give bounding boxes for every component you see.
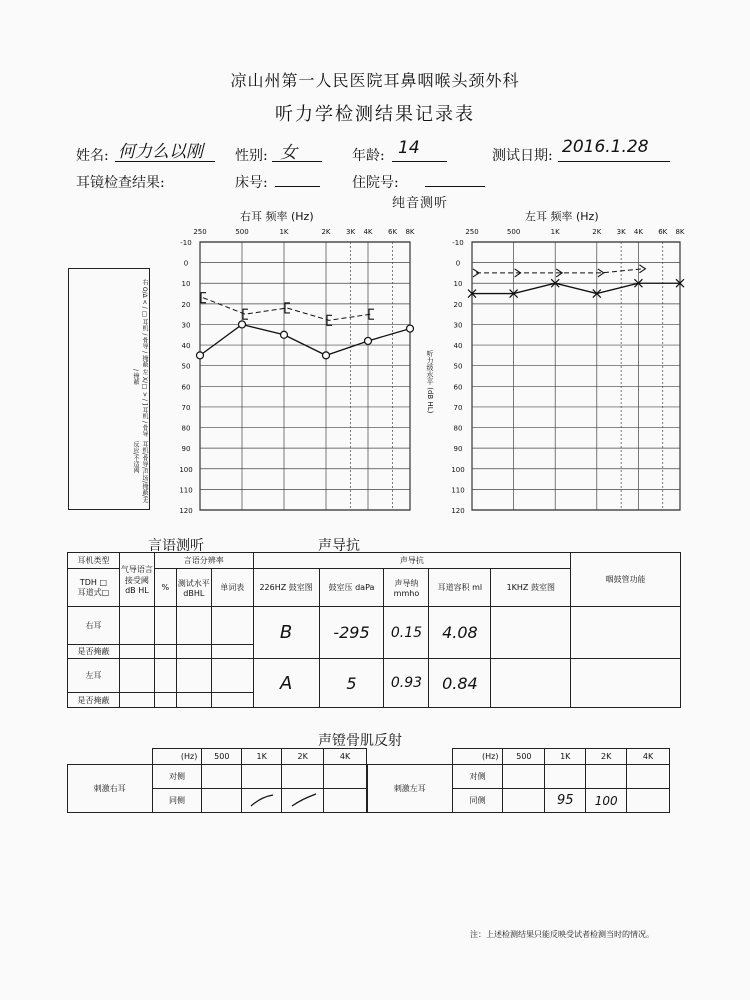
left-freq-label: 3K (616, 228, 626, 236)
right-audiogram (179, 228, 415, 515)
discrim-label: 言语分辨率 (154, 553, 253, 569)
form-title: 听力学检测结果记录表 (275, 104, 475, 125)
left-audiogram (451, 228, 685, 515)
reflex-right-freq-2k: 2K (282, 749, 324, 765)
left-db-label: 100 (451, 465, 465, 474)
reflex-right-ipsi-2k-mark[interactable] (282, 789, 324, 813)
left-db-label: 60 (453, 383, 463, 392)
pta-title: 纯音测听 (392, 196, 449, 211)
left-db-label: 50 (453, 362, 463, 371)
date-label: 测试日期: (492, 148, 553, 164)
right-volume[interactable]: 4.08 (429, 607, 491, 659)
right-db-label: 50 (181, 362, 191, 371)
left-db-label: 70 (453, 403, 463, 412)
right-admittance[interactable]: 0.15 (384, 607, 429, 659)
reflex-right-table (67, 748, 367, 813)
left-db-label: -10 (452, 239, 464, 247)
right-db-label: 90 (181, 445, 191, 454)
left-freq-label: 8K (675, 228, 685, 236)
left-db-label: 40 (453, 342, 463, 351)
right-freq-label: 3K (346, 228, 356, 236)
reflex-right-freq-1k: 1K (242, 749, 282, 765)
reflex-title: 声镫骨肌反射 (318, 733, 402, 749)
age-label: 年龄: (352, 148, 385, 164)
right-freq-label: 8K (405, 228, 415, 236)
reflex-right-ipsi: 同侧 (152, 789, 202, 813)
percent-label: % (154, 569, 176, 607)
left-freq-label: 500 (506, 228, 521, 236)
tymp1k-label: 1KHZ 鼓室图 (491, 569, 571, 607)
sex-value[interactable]: 女 (280, 143, 297, 163)
inpatient-label: 住院号: (352, 175, 399, 191)
left-db-label: 20 (453, 300, 463, 309)
name-label: 姓名: (76, 148, 109, 164)
name-value[interactable]: 何力么以刚 (118, 142, 203, 162)
speech-right-masking: 是否掩蔽 (68, 645, 120, 659)
reflex-left-ipsi-1k[interactable]: 95 (545, 789, 586, 813)
test-level-label: 测试水平 dBHL (176, 569, 211, 607)
right-air-point (365, 337, 372, 344)
earphone-type-label: 耳机类型 (68, 553, 120, 569)
right-air-line (200, 324, 410, 355)
right-grid-frame (200, 242, 410, 510)
right-ear-title: 右耳 频率 (Hz) (240, 210, 314, 223)
speech-immittance-table (67, 552, 681, 708)
reflex-left-freq-2k: 2K (586, 749, 627, 765)
otoscope-label: 耳镜检查结果: (76, 175, 165, 191)
left-db-label: 110 (451, 486, 465, 495)
left-freq-label: 1K (550, 228, 560, 236)
left-freq-label: 2K (592, 228, 602, 236)
left-grid-frame (472, 242, 680, 510)
sex-label: 性别: (235, 148, 268, 164)
right-air-point (323, 352, 330, 359)
legend-left: 左 X/□ > / ] 耳机 / 骨导 / 掩蔽 (132, 369, 148, 437)
left-tymp-type[interactable]: A (253, 659, 319, 708)
right-freq-label: 1K (279, 228, 289, 236)
stim-right-label: 刺激右耳 (68, 765, 153, 813)
right-air-point (281, 331, 288, 338)
right-db-label: -10 (180, 239, 192, 247)
reflex-right-ipsi-1k-mark[interactable] (242, 789, 282, 813)
right-db-label: 0 (183, 259, 189, 268)
left-freq-label: 250 (465, 228, 479, 236)
left-db-label: 120 (451, 507, 465, 515)
right-air-point (407, 325, 414, 332)
right-db-label: 70 (181, 403, 191, 412)
reflex-left-freq-500: 500 (503, 749, 545, 765)
reflex-left-ipsi: 同侧 (452, 789, 503, 813)
reflex-left-freq-1k: 1K (545, 749, 586, 765)
speech-left-masking: 是否掩蔽 (68, 693, 120, 708)
left-db-label: 10 (453, 280, 463, 289)
reflex-left-freq-4k: 4K (627, 749, 670, 765)
reflex-right-contra: 对侧 (152, 765, 202, 789)
hospital-name: 凉山州第一人民医院耳鼻咽喉头颈外科 (230, 71, 520, 90)
left-freq-label: 6K (658, 228, 668, 236)
left-db-label: 0 (455, 259, 461, 268)
right-tymp-type[interactable]: B (253, 607, 319, 659)
legend-right: 右 O/Δ < / □ 耳机 / 骨导 / 掩蔽 (141, 279, 148, 368)
right-bone-line (203, 298, 371, 321)
left-volume[interactable]: 0.84 (429, 659, 491, 708)
left-air-line (472, 283, 680, 293)
left-db-label: 80 (453, 424, 463, 433)
right-db-label: 20 (181, 300, 191, 309)
reflex-left-hz: (Hz) (452, 749, 503, 765)
y-axis-label: 听力级水平 (dB HL) (426, 350, 434, 414)
right-freq-label: 6K (388, 228, 398, 236)
footer-note: 注：上述检测结果只能反映受试者检测当时的情况。 (470, 930, 654, 939)
air-cond-srt-label: 气导语言接受阈 dB HL (119, 553, 154, 607)
speech-title: 言语测听 (148, 538, 204, 554)
left-db-label: 30 (453, 321, 463, 330)
right-freq-label: 500 (235, 228, 249, 236)
right-air-point (197, 352, 204, 359)
right-db-label: 110 (179, 486, 193, 495)
right-db-label: 30 (181, 321, 191, 330)
pressure-label: 鼓室压 daPa (319, 569, 384, 607)
left-ear-title: 左耳 频率 (Hz) (525, 210, 599, 223)
age-value[interactable]: 14 (398, 138, 420, 158)
speech-right-ear: 右耳 (68, 607, 120, 645)
reflex-left-contra: 对侧 (452, 765, 503, 789)
right-air-point (239, 321, 246, 328)
legend-bottom: 耳机/骨导/声场/掩蔽/无反应/不适阈 (132, 441, 148, 504)
right-db-label: 100 (179, 465, 193, 474)
speech-left-ear: 左耳 (68, 659, 120, 693)
right-freq-label: 2K (321, 228, 331, 236)
tymp226-label: 226HZ 鼓室图 (253, 569, 319, 607)
admittance-label: 声导纳 mmho (384, 569, 429, 607)
left-db-label: 90 (453, 445, 463, 454)
reflex-right-hz: (Hz) (152, 749, 202, 765)
right-db-label: 10 (181, 280, 191, 289)
earphone-options: TDH □ 耳道式□ (68, 569, 120, 607)
reflex-left-ipsi-2k[interactable]: 100 (586, 789, 627, 813)
right-pressure[interactable]: -295 (319, 607, 384, 659)
volume-label: 耳道容积 ml (429, 569, 491, 607)
right-freq-label: 250 (193, 228, 207, 236)
right-freq-label: 4K (363, 228, 373, 236)
word-list-label: 单词表 (211, 569, 253, 607)
bed-label: 床号: (235, 175, 268, 191)
left-pressure[interactable]: 5 (319, 659, 384, 708)
reflex-left-table (367, 748, 670, 813)
left-admittance[interactable]: 0.93 (384, 659, 429, 708)
left-freq-label: 4K (633, 228, 643, 236)
right-db-label: 60 (181, 383, 191, 392)
tube-function-label: 咽鼓管功能 (571, 553, 681, 607)
date-value[interactable]: 2016.1.28 (562, 137, 649, 157)
right-db-label: 40 (181, 342, 191, 351)
right-db-label: 80 (181, 424, 191, 433)
reflex-right-freq-500: 500 (202, 749, 242, 765)
right-db-label: 120 (179, 507, 193, 515)
immittance-title: 声导抗 (318, 538, 360, 554)
reflex-right-freq-4k: 4K (324, 749, 367, 765)
immittance-header: 声导抗 (253, 553, 571, 569)
stim-left-label: 刺激左耳 (368, 765, 453, 813)
